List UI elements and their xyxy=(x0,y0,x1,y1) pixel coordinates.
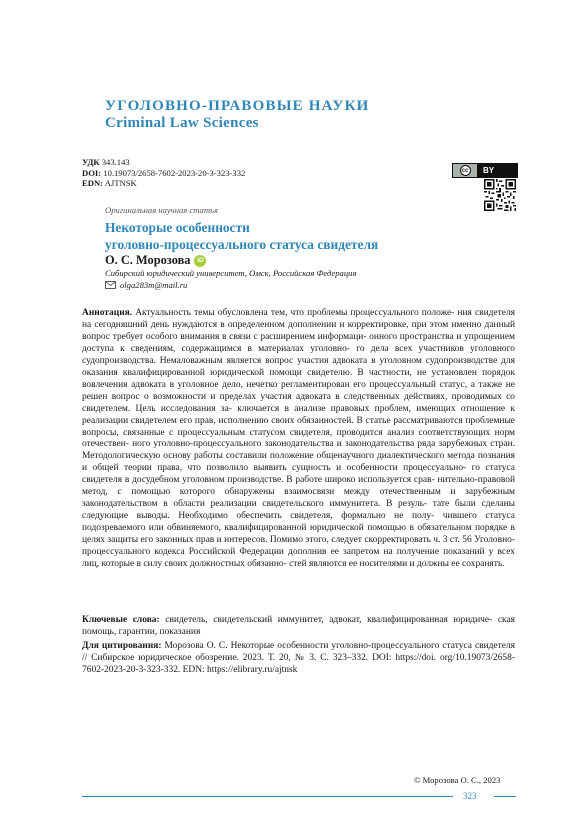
author-name-row xyxy=(105,253,206,268)
doi-value: 10.19073/2658-7602-2023-20-3-323-332 xyxy=(103,167,246,178)
footer-rule xyxy=(494,796,516,797)
abstract-text: и зарубежным законодательством в области реализации свидетельского иммунитета. В резуль- xyxy=(82,487,516,510)
keywords-text: свидетель, свидетельский иммунитет, адвокат, квалифицированная юридиче- xyxy=(165,615,493,625)
doi-label: DOI: xyxy=(82,167,102,178)
abstract-text: ключается в анализе правовых проблем, имеющих отношение к реализации свидетелем его прав, xyxy=(82,403,516,426)
udk-line xyxy=(82,157,245,168)
author-name: О. С. Морозова xyxy=(105,253,191,267)
abstract-text: ее запретом на получение показаний у всех лиц, которые в силу своих должностных обязанно- xyxy=(82,547,515,570)
article-type: Оригинальная научная статья xyxy=(105,205,218,215)
qr-code-icon[interactable] xyxy=(484,179,516,211)
abstract-text: в обязательном порядке в целях защиты его законных прав и интересов. Помимо этого, следует xyxy=(82,523,515,546)
edn-value: AJTNSK xyxy=(104,178,137,189)
edn-label: EDN: xyxy=(82,178,104,189)
abstract-text: познания и общей теории права, что позволило выявить сущность и особенности процессуально- xyxy=(82,451,515,474)
abstract-text: ния свидетеля на сегодняшний день нуждаются в определенном дополнении и корректировке, xyxy=(82,308,516,330)
citation-text: свидетеля // Сибирское юридическое обозрение. 2023. Т. 20, № 3. С. 323–332. DOI: https://doi. xyxy=(82,641,515,663)
title-line: уголовно-процессуального статуса свидетеля xyxy=(105,237,379,252)
citation-text: org/10.19073/2658-7602-2023-20-3-323-332. EDN: https://elibrary.ru/ajtnsk xyxy=(82,652,515,675)
abstract-text: с процессуальным статусом свидетеля, проводится анализ соответствующих норм отечествен- xyxy=(82,427,516,450)
abstract-text: го дела всех участников уголовного судопроизводства. Немаловажным является вопрос участия xyxy=(82,343,516,366)
title-line: Некоторые особенности xyxy=(105,220,250,235)
abstract-text: Актуальность темы обусловлена тем, что проблемы процессуального положе- xyxy=(135,308,455,318)
abstract-text: тате были сделаны следующие выводы. Необходимо обеспечить свидетеля, формально не полу- xyxy=(82,499,515,522)
abstract-label: Аннотация. xyxy=(82,308,133,318)
abstract-text: го статуса свидетеля в досудебном уголовном производстве. В работе широко используется срав- xyxy=(82,463,515,486)
cc-circle-icon: cc xyxy=(460,165,471,176)
article-meta xyxy=(82,157,245,189)
abstract-text: нительно-правовой метод, с помощью которого обнаружены взаимосвязи между отечественным xyxy=(82,475,516,498)
affiliation: Сибирский юридический университет, Омск, Российская Федерация xyxy=(105,268,357,278)
cc-by-license-icon[interactable] xyxy=(452,163,518,178)
abstract-text: Методологическую основу работы составили положение общенаучного диалектического метода xyxy=(82,451,475,462)
abstract-text: адвоката в уголовном судопроизводстве для оказания квалифицированной юридической помощи xyxy=(82,355,516,378)
copyright-notice: © Морозова О. С., 2023 xyxy=(414,775,501,785)
citation-label: Для цитирования: xyxy=(82,641,162,651)
page-number: 323 xyxy=(463,791,477,801)
doi-line xyxy=(82,168,245,179)
article-title xyxy=(105,219,378,253)
abstract-text: онного пространства и упрощением доступа к сведениям, содержащимся в материалах уголовно- xyxy=(82,331,516,354)
abstract-text: регламентирован его процессуальный статус, а также не решен вопрос о возможности и пределах xyxy=(82,379,515,402)
abstract-text: при этом именно данный вопрос требует особого внимания в связи с расширением информаци- xyxy=(82,319,516,342)
footer-rule xyxy=(82,796,453,797)
section-title-en: Criminal Law Sciences xyxy=(105,115,259,131)
email-link[interactable]: olga283m@mail.ru xyxy=(120,280,188,290)
abstract-text: стей являются ее носителями и должны ее сохранять. xyxy=(289,559,505,570)
abstract-text: свидетелю. В частности, не установлен порядок вовлечения адвоката в уголовное дело, нечетко xyxy=(82,367,516,390)
abstract-text: ного уголовно-процессуального законодательства и законодательства ряда зарубежных стран. xyxy=(132,439,515,450)
abstract-text: чившего статуса подозреваемого или обвиняемого, квалифицированной юридической помощью xyxy=(82,511,515,534)
edn-line xyxy=(82,178,245,189)
citation xyxy=(82,641,515,677)
by-label: BY xyxy=(477,164,517,177)
email-row xyxy=(105,280,187,290)
citation-text: Морозова О. С. Некоторые особенности уголовно-процессуального статуса xyxy=(164,641,472,651)
orcid-icon[interactable]: iD xyxy=(194,255,206,267)
keywords-label: Ключевые слова: xyxy=(82,615,160,625)
abstract xyxy=(82,308,515,571)
section-title-ru: УГОЛОВНО-ПРАВОВЫЕ НАУКИ xyxy=(105,98,370,114)
abstract-text: исполнению своих обязанностей. В статье рассматриваются проблемные вопросы, связанные xyxy=(82,415,515,438)
keywords xyxy=(82,615,515,639)
keywords-text: ская помощь, гарантии, показания xyxy=(82,615,515,637)
abstract-text: скорректировать ч. 3 ст. 56 Уголовно-процессуального кодекса Российской Федерации дополнив xyxy=(82,535,516,558)
udk-label: УДК xyxy=(82,157,100,167)
abstract-text: участия адвоката в следственных действиях, проводимых со свидетелем. Цель исследования за- xyxy=(82,391,515,414)
udk-value: 343.143 xyxy=(101,157,130,167)
envelope-icon xyxy=(105,281,116,289)
